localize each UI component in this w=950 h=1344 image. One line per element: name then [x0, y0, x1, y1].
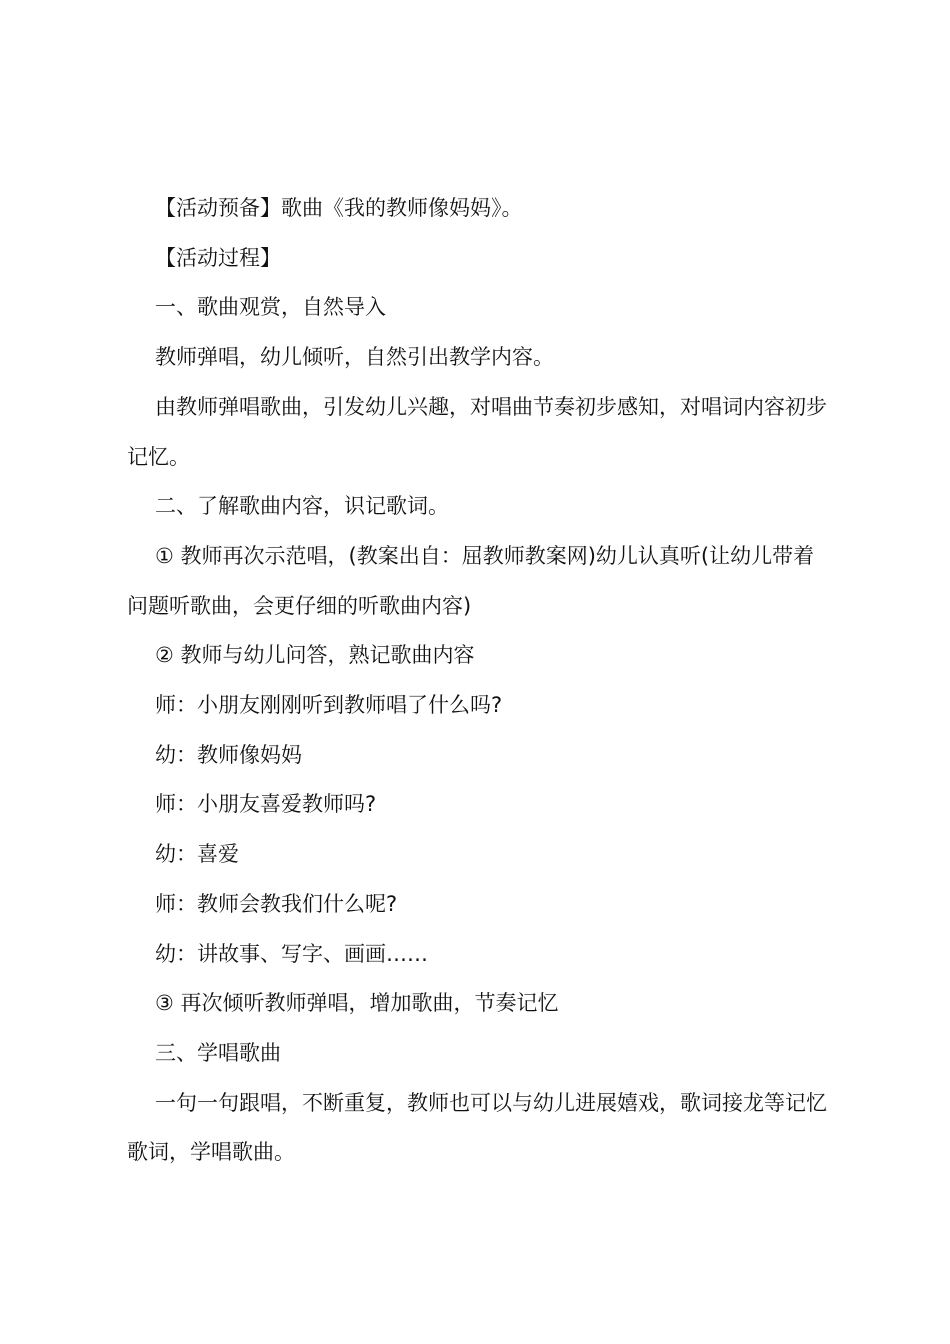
- section-heading-2: 二、了解歌曲内容，识记歌词。: [155, 494, 449, 519]
- paragraph-activity-process-heading: 【活动过程】: [155, 245, 281, 270]
- list-item-1: ① 教师再次示范唱，(教案出自：屈教师教案网)幼儿认真听(让幼儿带着问题听歌曲，会更仔细的听歌曲内容): [127, 543, 815, 618]
- dialogue-line: 师：小朋友喜爱教师吗?: [155, 792, 377, 817]
- dialogue-line: 师：小朋友刚刚听到教师唱了什么吗?: [155, 693, 503, 718]
- dialogue-line: 幼：讲故事、写字、画画……: [155, 941, 428, 966]
- paragraph: 一句一句跟唱，不断重复，教师也可以与幼儿进展嬉戏，歌词接龙等记忆歌词，学唱歌曲。: [127, 1090, 827, 1165]
- list-item-3: ③ 再次倾听教师弹唱，增加歌曲，节奏记忆: [155, 991, 559, 1016]
- dialogue-line: 幼：教师像妈妈: [155, 742, 302, 767]
- document-body: [127, 184, 833, 1178]
- section-heading-3: 三、学唱歌曲: [155, 1040, 281, 1065]
- dialogue-line: 幼：喜爱: [155, 842, 239, 867]
- dialogue-line: 师：教师会教我们什么呢?: [155, 891, 398, 916]
- section-heading-1: 一、歌曲观赏，自然导入: [155, 295, 386, 320]
- list-item-2: ② 教师与幼儿问答，熟记歌曲内容: [155, 643, 475, 668]
- paragraph: 教师弹唱，幼儿倾听，自然引出教学内容。: [155, 345, 554, 370]
- paragraph-activity-preparation: 【活动预备】歌曲《我的教师像妈妈》。: [155, 196, 523, 220]
- paragraph: 由教师弹唱歌曲，引发幼儿兴趣，对唱曲节奏初步感知，对唱词内容初步记忆。: [127, 394, 827, 469]
